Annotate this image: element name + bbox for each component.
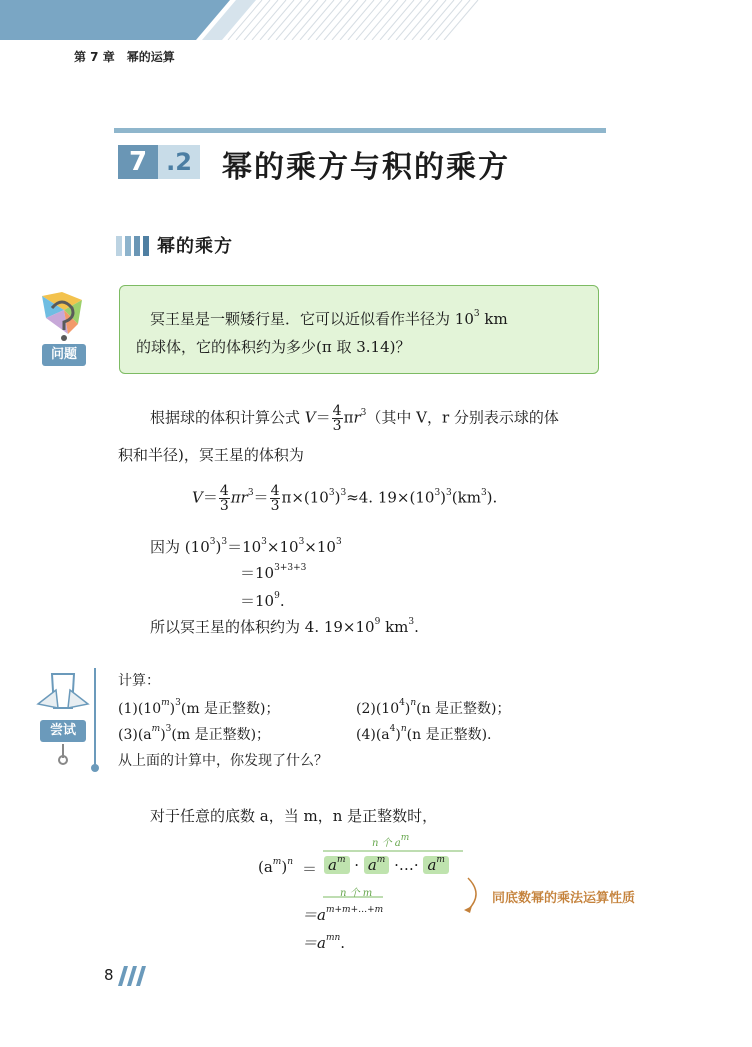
section-number-major: 7 [118,145,158,179]
derivation-row-3: $=a^{mn}$. [302,933,346,952]
derivation-intro: 对于任意的底数 a，当 m，n 是正整数时， [150,807,438,825]
side-note: 同底数幂的乘法运算性质 [492,891,636,906]
factor-box-2: $a^m$ [364,856,390,874]
try-dot [91,764,99,772]
section-number-minor: .2 [158,145,200,179]
annotation-arrow-icon [458,874,488,914]
subsection-title: 幂的乘方 [157,236,233,257]
try-tag: 尝试 [40,720,86,742]
subsection-bars-icon [116,236,150,256]
factor-box-1: $a^m$ [324,856,350,874]
brace-label-2: n 个 m [340,888,373,899]
question-line-1: 冥王星是一颗矮行星．它可以近似看作半径为 $10^3$ km [150,309,508,328]
volume-formula-sentence: 根据球的体积计算公式 V＝ $\frac{4}{3}$ $\pi r^3$（其中 V，r 分别表示球的体 [150,403,559,434]
because-line-2: $=10^{3+3+3}$ [240,563,307,582]
try-title: 计算： [118,673,160,689]
question-line-2: 的球体，它的体积约为多少(π 取 3.14)？ [136,338,411,356]
volume-equation: V＝ $\frac{4}{3}$ $\pi r^3=$ $\frac{4}{3}$ $\pi\times(10^3)^3\approx 4$. $19\times(10^3)^3(km^3)$. [192,483,498,514]
try-rule [94,668,96,768]
brace-label-1: n 个 $a^m$ [372,832,410,849]
question-tag: 问题 [42,344,86,366]
because-line-3: $=10^9$. [240,591,285,610]
overbrace-1 [323,848,463,854]
footer-slashes-icon [118,966,146,986]
derivation-row-2: $=a^{m+m+\dots+m}$ [302,905,384,924]
try-item-1: $(1)(10^m)^3(m$ 是正整数)； [118,698,280,717]
try-item-2: $(2)(10^4)^n(n$ 是正整数)； [356,698,511,717]
power-lhs: $(a^m)^n$ [258,857,293,876]
section-title: 幂的乘方与积的乘方 [222,150,510,185]
try-item-3: $(3)(a^m)^3(m$ 是正整数)； [118,724,271,743]
page-number: 8 [104,966,114,984]
chapter-label: 第 7 章 幂的运算 [74,50,175,64]
compass-icon [36,668,90,766]
section-rule [114,128,606,133]
header-band [0,0,752,40]
factor-box-3: $a^m$ [423,856,449,874]
product-expression: $a^m \cdot a^m$ ·…· $a^m$ [324,856,449,874]
question-box [119,285,599,374]
volume-sentence-cont: 积和半径)，冥王星的体积为 [118,446,304,464]
conclusion-line: 所以冥王星的体积约为 4. $19\times 10^9$ $km^3$. [150,617,419,636]
try-question: 从上面的计算中，你发现了什么？ [118,753,328,769]
because-line-1: 因为 $(10^3)^3=10^3\times 10^3\times 10^3$ [150,537,342,556]
try-item-4: $(4)(a^4)^n(n$ 是正整数). [356,724,492,743]
equals-sign-1: ＝ [302,860,318,878]
overbrace-2 [323,894,383,900]
